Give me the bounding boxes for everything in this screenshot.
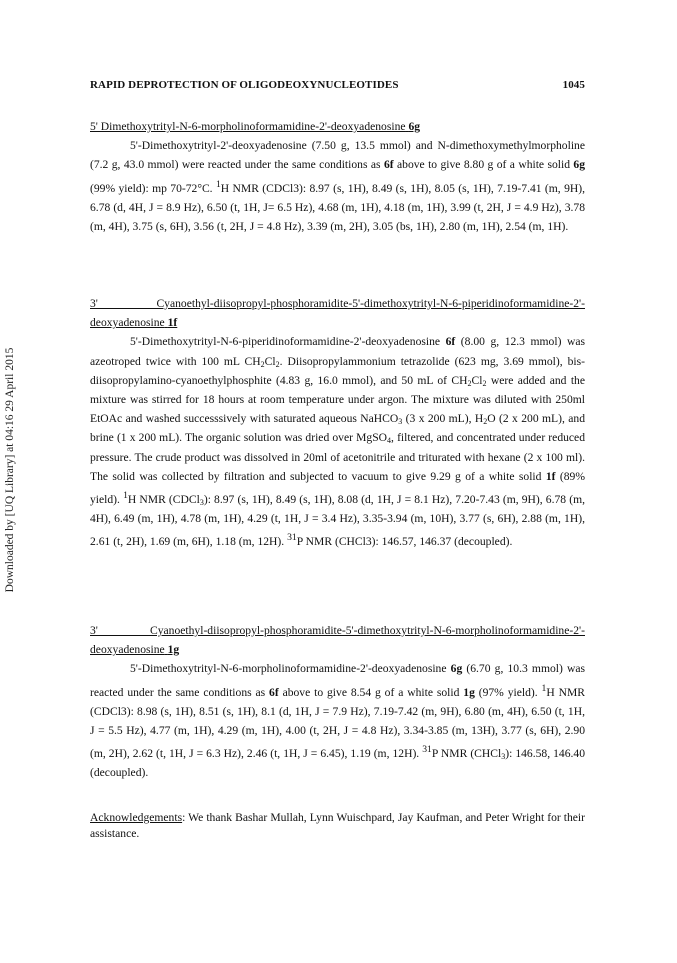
section-1g xyxy=(90,621,585,782)
section-title: 5' Dimethoxytrityl-N-6-morpholinoformamidine-2'-deoxyadenosine 6g xyxy=(90,120,421,133)
section-body: 5'-Dimethoxytrityl-N-6-piperidinoformamidine-2'-deoxyadenosine 6f (8.00 g, 12.3 mmol) was azeotroped twice with 100 mL $CH_2Cl_2$. Diisopropylammonium tetrazolide (623 mg, 3.69 mmol), bis-diisopropylamino-cyanoethylphosphite (4.83 g, 16.0 mmol), and 50 mL of $CH_2Cl_2$ were added and the mixture was stirred for 18 hours at room temperature under argon. The mixture was diluted with 250ml EtOAc and washed successsively with saturated aqueous NaHCO$_3$ (3 x 200 mL), $H_2O$ (2 x 200 mL), and brine (1 x 200 mL). The organic solution was dried over MgSO$_4$, filtered, and concentrated under reduced pressure. The crude product was dissolved in 20ml of acetonitrile and triturated with hexane (2 x 100 ml). The solid was collected by filtration and subjected to vacuum to give 9.29 g of a white solid 1f (89% yield). $^1$H NMR (CDCl$_3$): 8.97 (s, 1H), 8.49 (s, 1H), 8.08 (d, 1H, J = 8.1 Hz), 7.20-7.43 (m, 9H), 6.78 (m, 4H), 6.49 (m, 1H), 4.78 (m, 1H), 4.29 (t, 1H, J = 3.4 Hz), 3.35-3.94 (m, 10H), 3.77 (s, 6H), 2.88 (m, 1H), 2.61 (t, 2H), 1.69 (m, 6H), 1.18 (m, 12H). $^{31}$P NMR (CHCl3): 146.57, 146.37 (decoupled). xyxy=(90,335,585,549)
running-head-title: RAPID DEPROTECTION OF OLIGODEOXYNUCLEOTIDES xyxy=(90,79,399,91)
section-title: 3' Cyanoethyl-diisopropyl-phosphoramidite-5'-dimethoxytrityl-N-6-morpholinoformamidine-2'-deoxyadenosine 1g xyxy=(90,624,585,657)
compound-label: 1f xyxy=(167,316,178,330)
running-head xyxy=(90,76,585,95)
acknowledgements-label: Acknowledgements xyxy=(90,811,183,824)
section-1f xyxy=(90,294,585,551)
acknowledgements-text: Acknowledgements: We thank Bashar Mullah, Lynn Wuischpard, Jay Kaufman, and Peter Wright for their assistance. xyxy=(90,811,585,840)
section-body: 5'-Dimethoxytrityl-2'-deoxyadenosine (7.50 g, 13.5 mmol) and N-dimethoxymethylmorpholine (7.2 g, 43.0 mmol) were reacted under the same conditions as 6f above to give 8.80 g of a white solid 6g (99% yield): mp 70-72°C. $^1$H NMR (CDCl3): 8.97 (s, 1H), 8.49 (s, 1H), 8.05 (s, 1H), 7.19-7.41 (m, 9H), 6.78 (d, 4H, J = 8.9 Hz), 6.50 (t, 1H, J= 6.5 Hz), 4.68 (m, 1H), 4.18 (m, 1H), 3.99 (t, 2H, J = 4.9 Hz), 3.78 (m, 4H), 3.75 (s, 6H), 3.56 (t, 2H, J = 4.8 Hz), 3.39 (m, 2H), 3.05 (bs, 1H), 2.80 (m, 1H), 2.54 (m, 1H). xyxy=(90,139,586,233)
download-watermark xyxy=(0,0,20,963)
download-notice: Downloaded by [UQ Library] at 04:16 29 April 2015 xyxy=(4,347,16,593)
compound-label: 1g xyxy=(167,643,180,657)
section-body: 5'-Dimethoxytrityl-N-6-morpholinoformamidine-2'-deoxyadenosine 6g (6.70 g, 10.3 mmol) was reacted under the same conditions as 6f above to give 8.54 g of a white solid 1g (97% yield). $^1$H NMR (CDCl3): 8.98 (s, 1H), 8.51 (s, 1H), 8.1 (d, 1H, J = 7.9 Hz), 7.19-7.42 (m, 9H), 6.80 (m, 4H), 6.50 (t, 1H, J = 5.5 Hz), 4.77 (m, 1H), 4.29 (m, 1H), 4.00 (t, 2H, J = 4.8 Hz), 3.34-3.85 (m, 13H), 3.77 (s, 6H), 2.90 (m, 2H), 2.62 (t, 1H, J = 6.3 Hz), 2.46 (t, 1H, J = 6.45), 1.19 (m, 12H). $^{31}$P NMR (CHCl$_3$): 146.58, 146.40 (decoupled). xyxy=(90,662,586,780)
page-number: 1045 xyxy=(562,79,585,91)
section-6g xyxy=(90,117,585,236)
compound-label: 6g xyxy=(408,120,421,133)
section-title: 3' Cyanoethyl-diisopropyl-phosphoramidite-5'-dimethoxytrityl-N-6-piperidinoformamidine-2'-deoxyadenosine 1f xyxy=(90,297,585,330)
acknowledgements xyxy=(90,810,585,842)
